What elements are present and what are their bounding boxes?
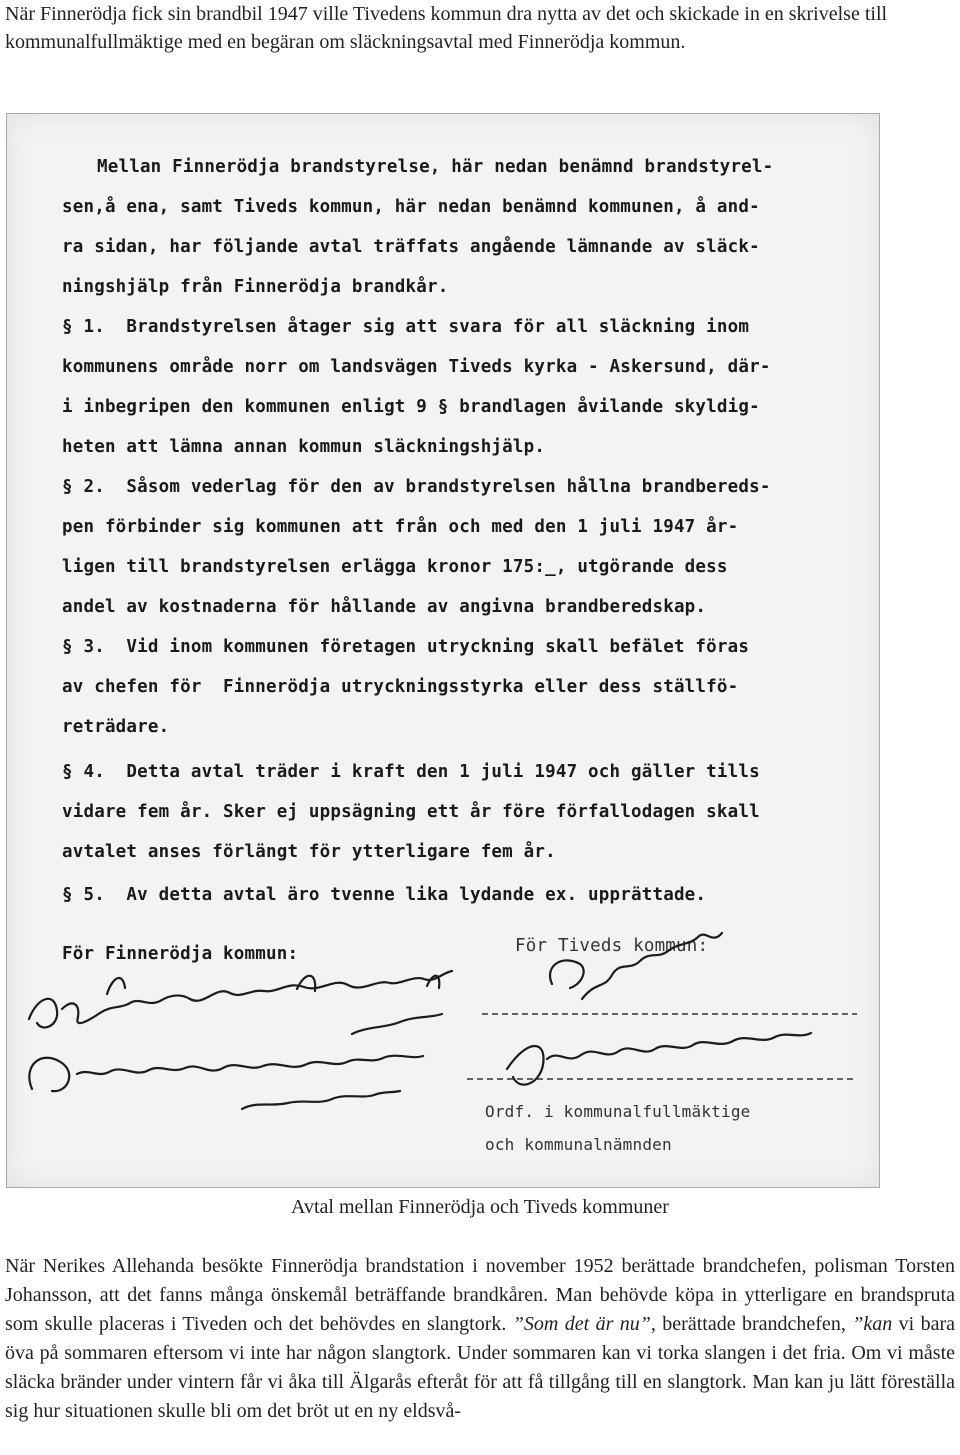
paragraph-text: vi bara öva på sommaren eftersom vi inte har någon slangtork. Under sommaren kan vi torka slangen i det fria. Om vi måste släcka bränder under vintern får vi åka till Älgarås efteråt för att få tillgång till en slangtork. Man kan ju lätt föreställa sig hur situationen skulle bli om det bröt ut en ny eldsvå- [5, 1313, 955, 1422]
agreement-line: sen,å ena, samt Tiveds kommun, här nedan benämnd kommunen, å and- [62, 197, 760, 217]
agreement-line: pen förbinder sig kommunen att från och med den 1 juli 1947 år- [62, 517, 739, 537]
agreement-line: § 3. Vid inom kommunen företagen utryckning skall befälet föras [62, 637, 750, 657]
agreement-line: § 2. Såsom vederlag för den av brandstyrelsen hållna brandbereds- [62, 477, 771, 497]
agreement-line: ningshjälp från Finnerödja brandkår. [62, 277, 449, 297]
left-signature-heading: För Finnerödja kommun: [62, 944, 299, 964]
agreement-line: andel av kostnaderna för hållande av angivna brandberedskap. [62, 597, 707, 617]
right-signatory-title: Ordf. i kommunalfullmäktige [485, 1102, 751, 1121]
intro-text: När Finnerödja fick sin brandbil 1947 ville Tivedens kommun dra nytta av det och skickade in en skrivelse till kommunalfullmäktige med en begäran om släckningsavtal med Finnerödja kommun. [5, 3, 888, 53]
agreement-line: vidare fem år. Sker ej uppsägning ett år före förfallodagen skall [62, 802, 760, 822]
paragraph-text: , berättade brandchefen, [650, 1313, 853, 1335]
scanned-agreement-image [6, 113, 880, 1188]
agreement-line: reträdare. [62, 717, 170, 737]
agreement-line: § 4. Detta avtal träder i kraft den 1 juli 1947 och gäller tills [62, 762, 760, 782]
agreement-line: ra sidan, har följande avtal träffats angående lämnande av släck- [62, 237, 760, 257]
agreement-line: Mellan Finnerödja brandstyrelse, här nedan benämnd brandstyrel- [97, 157, 774, 177]
right-signatory-title: och kommunalnämnden [485, 1135, 672, 1154]
agreement-line: av chefen för Finnerödja utryckningsstyrka eller dess ställfö- [62, 677, 739, 697]
body-paragraph [5, 1252, 955, 1426]
quote-text: ”Som det är nu” [512, 1313, 651, 1335]
quote-text: ”kan [852, 1313, 893, 1335]
agreement-line: avtalet anses förlängt för ytterligare fem år. [62, 842, 556, 862]
paragraph-text: När Nerikes Allehanda besökte Finnerödja brandstation i november 1952 berättade brandchefen, polisman Torsten Johansson, att det fanns många önskemål beträffande brandkåren. Man behövde köpa in ytterligare en brandspruta som skulle placeras i Tiveden och det behövdes en slangtork. [5, 1255, 955, 1335]
agreement-line: § 5. Av detta avtal äro tvenne lika lydande ex. upprättade. [62, 885, 707, 905]
agreement-line: § 1. Brandstyrelsen åtager sig att svara för all släckning inom [62, 317, 750, 337]
right-signature-heading: För Tiveds kommun: [515, 936, 709, 956]
agreement-line: heten att lämna annan kommun släckningshjälp. [62, 437, 546, 457]
image-caption: Avtal mellan Finnerödja och Tiveds kommuner [291, 1196, 669, 1218]
agreement-line: kommunens område norr om landsvägen Tiveds kyrka - Askersund, där- [62, 357, 771, 377]
agreement-line: ligen till brandstyrelsen erlägga kronor 175:_, utgörande dess [62, 557, 728, 577]
agreement-line: i inbegripen den kommunen enligt 9 § brandlagen åvilande skyldig- [62, 397, 760, 417]
handwritten-signatures [7, 114, 879, 1187]
